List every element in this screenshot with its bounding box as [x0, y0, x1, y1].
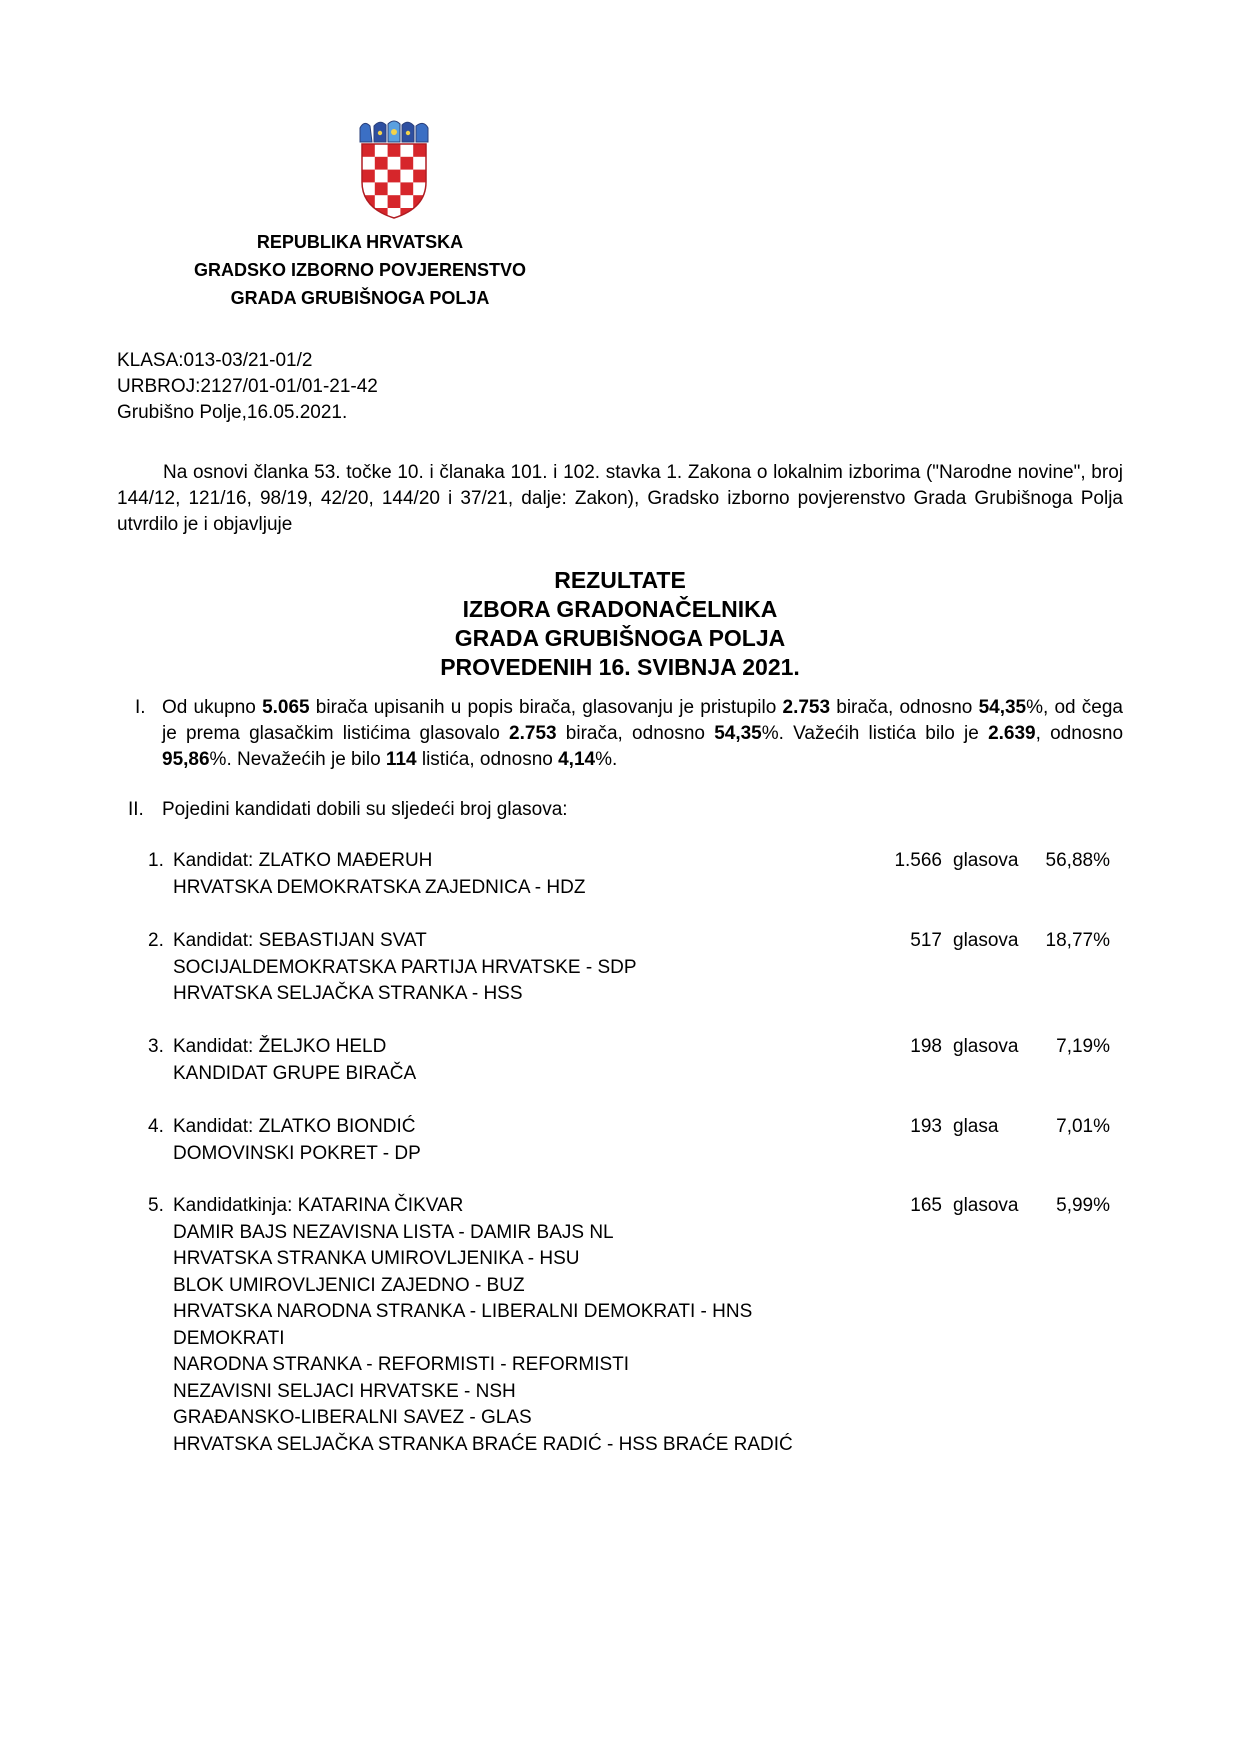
vote-percent: 7,19%	[1056, 1036, 1110, 1057]
candidate-entry	[140, 1114, 1120, 1167]
section-turnout	[117, 695, 1123, 773]
title-line-3: GRADA GRUBIŠNOGA POLJA	[454, 625, 786, 651]
vote-unit: glasova	[953, 1036, 1019, 1057]
vote-unit: glasova	[953, 1195, 1019, 1216]
party-name: HRVATSKA SELJAČKA STRANKA BRAĆE RADIĆ - HSS BRAĆE RADIĆ	[173, 1433, 793, 1455]
candidate-name: Kandidatkinja: KATARINA ČIKVAR	[173, 1195, 464, 1216]
document-meta	[117, 348, 378, 426]
candidate-number: 5.	[148, 1195, 164, 1216]
vote-count: 193	[910, 1116, 942, 1137]
valid-percent: 95,86	[162, 749, 210, 770]
section-number: II.	[128, 799, 144, 820]
candidate-number: 2.	[148, 930, 164, 951]
section-number: I.	[135, 697, 146, 718]
ballots-cast: 2.753	[509, 723, 557, 744]
candidate-entry	[140, 1034, 1120, 1087]
candidate-number: 1.	[148, 850, 164, 871]
crown	[360, 121, 428, 142]
intro-paragraph: Na osnovi članka 53. točke 10. i članaka 101. i 102. stavka 1. Zakona o lokalnim izborima ("Narodne novine", broj 144/12, 121/16, 98/19, 42/20, 144/20 i 37/21, dalje: Zakon), Gradsko izborno povjerenstvo Grada Grubišnoga Polja utvrdilo je i objavljuje	[117, 462, 1123, 535]
title-line-4: PROVEDENIH 16. SVIBNJA 2021.	[440, 654, 800, 680]
invalid-percent: 4,14	[558, 749, 596, 770]
klasa: KLASA:013-03/21-01/2	[117, 350, 313, 371]
valid-ballots: 2.639	[988, 723, 1036, 744]
vote-percent: 5,99%	[1056, 1195, 1110, 1216]
title-line-2: IZBORA GRADONAČELNIKA	[462, 596, 778, 622]
vote-count: 165	[910, 1195, 942, 1216]
party-name: GRAĐANSKO-LIBERALNI SAVEZ - GLAS	[173, 1407, 532, 1428]
registered-voters: 5.065	[262, 697, 310, 718]
party-name: HRVATSKA DEMOKRATSKA ZAJEDNICA - HDZ	[173, 876, 586, 898]
document-title	[117, 566, 1123, 682]
turnout-percent: 54,35	[978, 697, 1027, 718]
header-city: GRADA GRUBIŠNOGA POLJA	[230, 288, 490, 308]
vote-unit: glasa	[953, 1116, 999, 1137]
turnout-text: Od ukupno 5.065 birača upisanih u popis birača, glasovanju je pristupilo 2.753 birača, odnosno 54,35%, od čega je prema glasačkim listićima glasovalo 2.753 birača, odnosno 54,35%. Važećih listića bilo je 2.639, odnosno 95,86%. Nevažećih je bilo 114 listića, odnosno 4,14%.	[162, 697, 1124, 770]
party-name: HRVATSKA NARODNA STRANKA - LIBERALNI DEMOKRATI - HNS	[173, 1301, 753, 1322]
candidate-entry	[140, 1193, 1120, 1458]
party-name: SOCIJALDEMOKRATSKA PARTIJA HRVATSKE - SDP	[173, 956, 637, 978]
header-commission: GRADSKO IZBORNO POVJERENSTVO	[193, 260, 527, 280]
issuer-header	[150, 228, 570, 312]
candidate-name: Kandidat: ŽELJKO HELD	[173, 1036, 387, 1057]
checkerboard-shield	[362, 144, 426, 220]
voters-turned-out: 2.753	[782, 697, 831, 718]
candidate-name: Kandidat: ZLATKO BIONDIĆ	[173, 1116, 416, 1137]
candidate-name: Kandidat: SEBASTIJAN SVAT	[173, 930, 427, 951]
title-line-1: REZULTATE	[554, 567, 686, 593]
urbroj: URBROJ:2127/01-01/01-21-42	[117, 376, 378, 397]
party-name: KANDIDAT GRUPE BIRAČA	[173, 1062, 417, 1084]
coat-of-arms-emblem	[354, 120, 434, 220]
candidate-name: Kandidat: ZLATKO MAĐERUH	[173, 850, 433, 871]
vote-percent: 7,01%	[1056, 1116, 1110, 1137]
header-country: REPUBLIKA HRVATSKA	[256, 232, 464, 252]
party-name: DEMOKRATI	[173, 1327, 285, 1349]
candidate-entry	[140, 848, 1120, 901]
party-name: NEZAVISNI SELJACI HRVATSKE - NSH	[173, 1380, 516, 1402]
party-name: HRVATSKA SELJAČKA STRANKA - HSS	[173, 983, 523, 1004]
invalid-ballots: 114	[385, 749, 417, 770]
vote-count: 517	[910, 930, 942, 951]
party-name: DOMOVINSKI POKRET - DP	[173, 1142, 421, 1164]
section-heading-text: Pojedini kandidati dobili su sljedeći broj glasova:	[162, 799, 568, 820]
vote-count: 198	[910, 1036, 942, 1057]
vote-unit: glasova	[953, 850, 1019, 871]
party-name: NARODNA STRANKA - REFORMISTI - REFORMISTI	[173, 1354, 630, 1375]
vote-count: 1.566	[894, 850, 942, 871]
candidate-number: 4.	[148, 1116, 164, 1137]
candidate-entry	[140, 928, 1120, 1008]
section-candidates-heading	[117, 797, 1123, 823]
party-name: HRVATSKA STRANKA UMIROVLJENIKA - HSU	[173, 1248, 580, 1269]
vote-unit: glasova	[953, 930, 1019, 951]
place-date: Grubišno Polje,16.05.2021.	[117, 402, 348, 423]
candidate-number: 3.	[148, 1036, 164, 1057]
vote-percent: 18,77%	[1045, 930, 1110, 951]
vote-percent: 56,88%	[1045, 850, 1110, 871]
party-name: DAMIR BAJS NEZAVISNA LISTA - DAMIR BAJS NL	[173, 1221, 614, 1243]
party-name: BLOK UMIROVLJENICI ZAJEDNO - BUZ	[173, 1274, 525, 1296]
ballots-percent: 54,35	[714, 723, 762, 744]
